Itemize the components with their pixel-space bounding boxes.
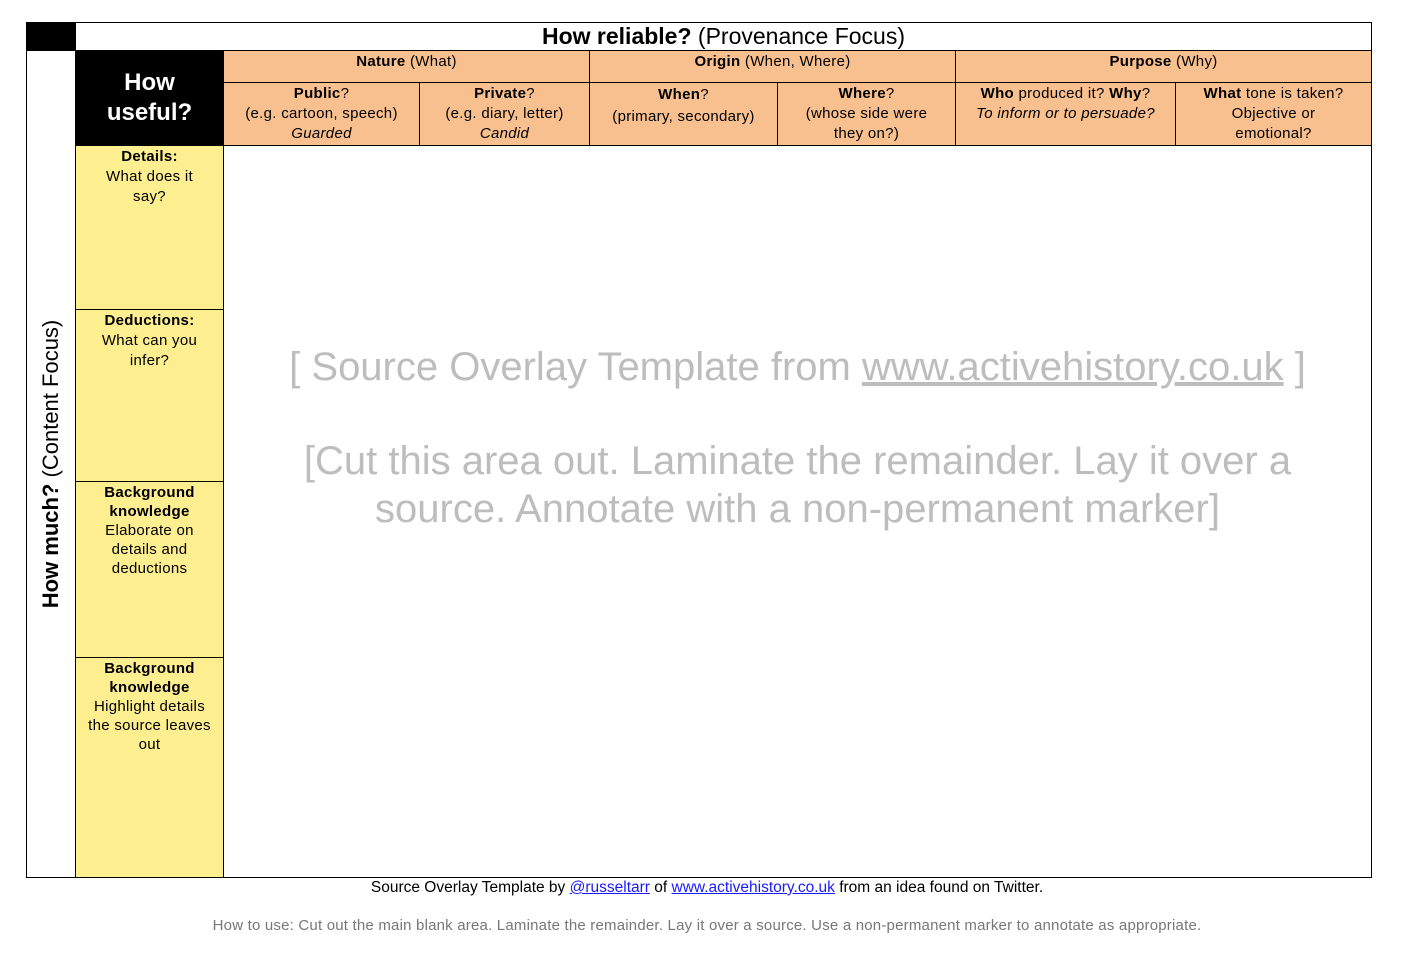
watermark-line1: [ Source Overlay Template from www.activehistory.co.uk ] — [289, 345, 1306, 389]
how-useful-label: How useful? — [75, 50, 224, 146]
footer-howto: How to use: Cut out the main blank area. Laminate the remainder. Lay it over a source. Use a non-permanent marker to annotate as appropriate. — [212, 917, 1202, 934]
watermark-line2: [Cut this area out. Laminate the remainder. Lay it over a — [303, 439, 1292, 483]
column-public: Public? (e.g. cartoon, speech) Guarded — [223, 82, 420, 146]
column-private: Private? (e.g. diary, letter) Candid — [419, 82, 590, 146]
side-label-column — [26, 50, 76, 878]
cutout-area — [223, 145, 1372, 878]
row-background-highlight: Background knowledge Highlight details the source leaves out — [75, 657, 224, 878]
column-where: Where? (whose side were they on?) — [777, 82, 956, 146]
author-link[interactable]: @russeltarr — [569, 879, 650, 896]
title-bold: How reliable? — [541, 23, 692, 49]
title-normal: (Provenance Focus) — [691, 23, 906, 49]
watermark-line3: source. Annotate with a non-permanent marker] — [375, 487, 1220, 531]
row-background-elaborate: Background knowledge Elaborate on details and deductions — [75, 481, 224, 658]
corner-block — [26, 22, 76, 51]
column-who: Who produced it? Why? To inform or to persuade? — [955, 82, 1176, 146]
group-origin: Origin (When, Where) — [589, 50, 956, 83]
title-row — [75, 22, 1372, 51]
footer-credit: Source Overlay Template by @russeltarr of www.activehistory.co.uk from an idea found on Twitter. — [370, 879, 1044, 896]
column-tone: What tone is taken? Objective or emotional? — [1175, 82, 1372, 146]
row-deductions: Deductions: What can you infer? — [75, 309, 224, 482]
site-link[interactable]: www.activehistory.co.uk — [671, 879, 835, 896]
side-label: How much? (Content Focus) — [38, 319, 63, 609]
group-nature: Nature (What) — [223, 50, 590, 83]
row-details: Details: What does it say? — [75, 145, 224, 310]
group-purpose: Purpose (Why) — [955, 50, 1372, 83]
column-when: When? (primary, secondary) — [589, 82, 778, 146]
